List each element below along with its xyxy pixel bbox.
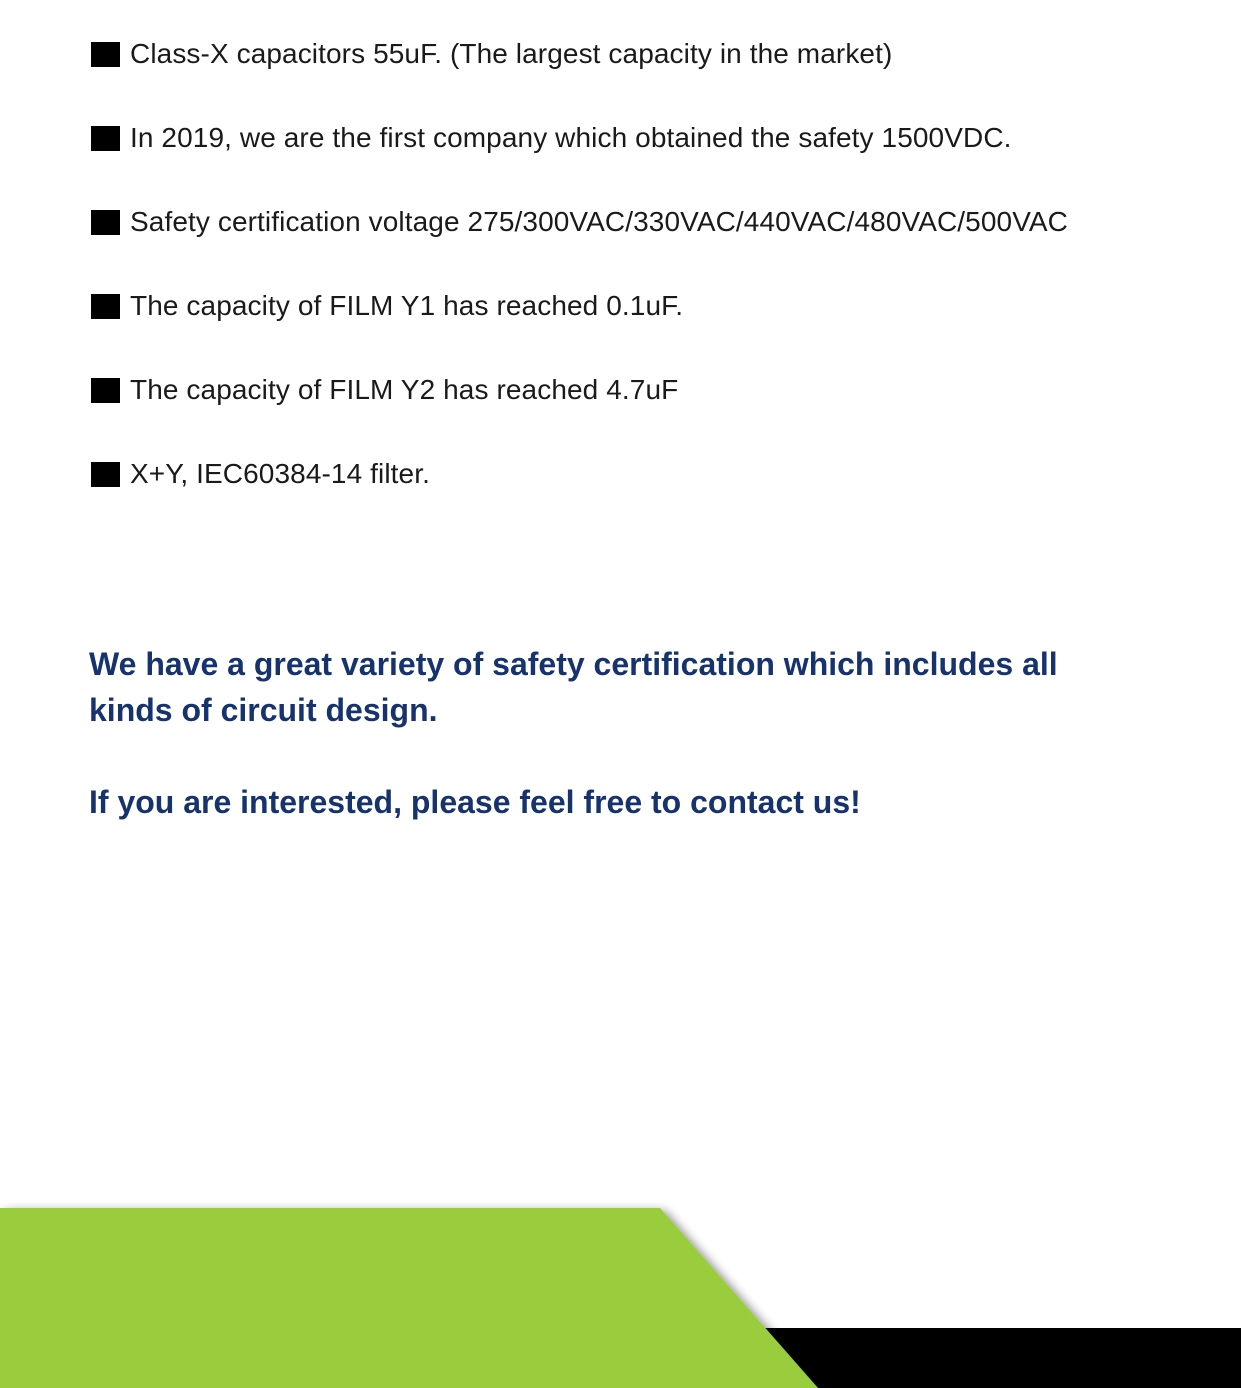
list-item <box>91 373 678 407</box>
square-bullet-icon <box>91 42 120 67</box>
footer-green-shape <box>0 1208 818 1388</box>
square-bullet-icon <box>91 294 120 319</box>
square-bullet-icon <box>91 210 120 235</box>
list-item <box>91 37 892 71</box>
square-bullet-icon <box>91 462 120 487</box>
footer-black-band <box>760 1328 1241 1388</box>
list-item-text: X+Y, IEC60384-14 filter. <box>130 458 430 489</box>
list-item <box>91 121 1012 155</box>
square-bullet-icon <box>91 378 120 403</box>
list-item <box>91 289 683 323</box>
list-item <box>91 205 1068 239</box>
list-item <box>91 457 430 491</box>
list-item-text: Class-X capacitors 55uF. (The largest capacity in the market) <box>130 38 893 69</box>
contact-invitation: If you are interested, please feel free to contact us! <box>89 784 861 820</box>
footer-decoration <box>0 1200 1241 1388</box>
list-item-text: The capacity of FILM Y2 has reached 4.7uF <box>130 374 679 405</box>
list-item-text: Safety certification voltage 275/300VAC/330VAC/440VAC/480VAC/500VAC <box>130 206 1068 237</box>
variety-statement: We have a great variety of safety certification which includes all kinds of circuit design. <box>89 646 1058 728</box>
list-item-text: In 2019, we are the first company which obtained the safety 1500VDC. <box>130 122 1012 153</box>
list-item-text: The capacity of FILM Y1 has reached 0.1uF. <box>130 290 684 321</box>
square-bullet-icon <box>91 126 120 151</box>
